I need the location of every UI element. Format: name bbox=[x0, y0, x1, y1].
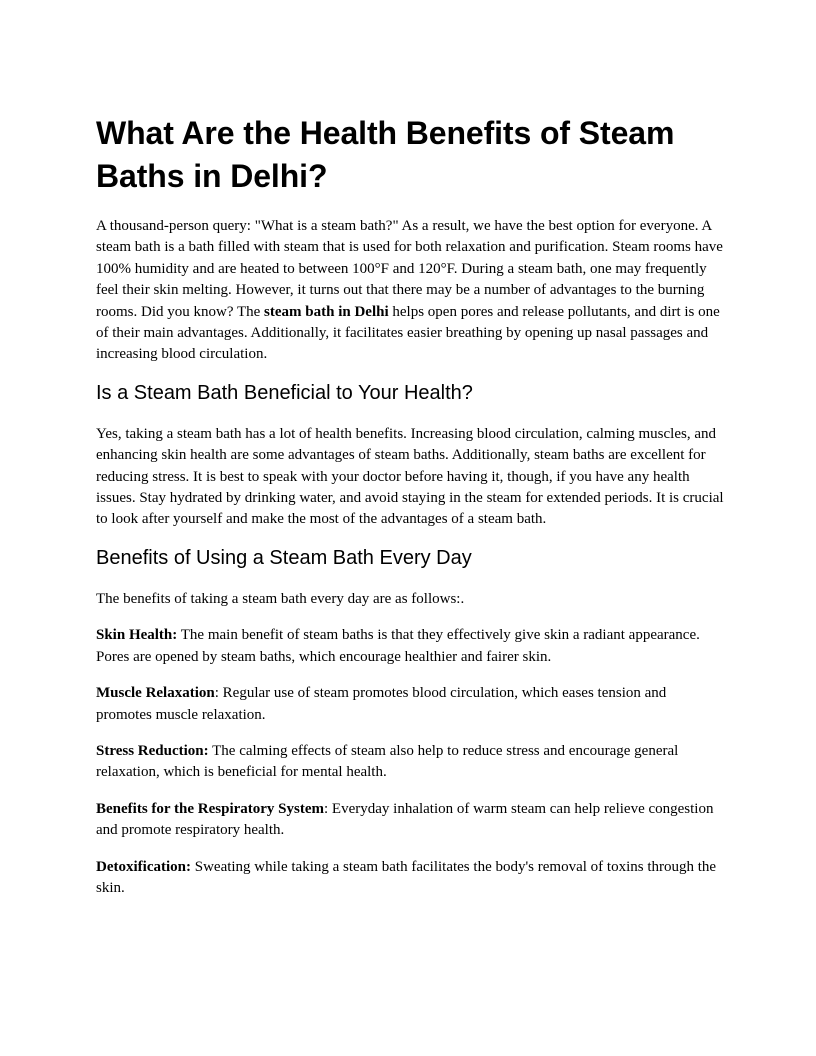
benefit-text: Sweating while taking a steam bath facilitates the body's removal of toxins through the skin. bbox=[96, 858, 717, 896]
benefit-label: Benefits for the Respiratory System bbox=[96, 800, 325, 817]
benefit-text: : Regular use of steam promotes blood circulation, which eases tension and promotes muscle relaxation. bbox=[96, 685, 667, 723]
intro-paragraph bbox=[96, 216, 724, 366]
intro-bold-keyword: steam bath in Delhi bbox=[264, 303, 389, 320]
benefit-item-muscle-relaxation bbox=[96, 683, 724, 726]
benefit-label: Muscle Relaxation bbox=[96, 685, 215, 702]
section-paragraph-health: Yes, taking a steam bath has a lot of health benefits. Increasing blood circulation, calming muscles, and enhancing skin health are some advantages of steam baths. Additionally, steam baths are excellent for reducing stress. It is best to speak with your doctor before having it, though, if you have any health issues. Stay hydrated by drinking water, and avoid staying in the steam for extended periods. It is crucial to look after yourself and make the most of the advantages of a steam bath. bbox=[96, 425, 724, 528]
benefit-label: Detoxification: bbox=[96, 858, 191, 875]
benefit-label: Stress Reduction: bbox=[96, 742, 209, 759]
benefit-item-stress-reduction bbox=[96, 741, 724, 784]
section-heading-health: Is a Steam Bath Beneficial to Your Health? bbox=[96, 381, 473, 404]
page-title: What Are the Health Benefits of Steam Baths in Delhi? bbox=[96, 115, 675, 194]
intro-text-after: helps open pores and release pollutants, and dirt is one of their main advantages. Additionally, it facilitates easier breathing by opening up nasal passages and increasing blood circulation. bbox=[96, 303, 720, 363]
benefit-text: : Everyday inhalation of warm steam can help relieve congestion and promote respiratory health. bbox=[96, 800, 714, 839]
benefit-item-respiratory-system bbox=[96, 799, 724, 842]
benefit-label: Skin Health: bbox=[96, 627, 178, 644]
article-content bbox=[96, 112, 724, 914]
benefit-text: The calming effects of steam also help to reduce stress and encourage general relaxation, which is beneficial for mental health. bbox=[96, 742, 679, 781]
benefits-lead-paragraph: The benefits of taking a steam bath every day are as follows:. bbox=[96, 590, 465, 607]
section-heading-benefits: Benefits of Using a Steam Bath Every Day bbox=[96, 546, 472, 569]
benefit-item-detoxification bbox=[96, 857, 724, 900]
benefit-text: The main benefit of steam baths is that they effectively give skin a radiant appearance. Pores are opened by steam baths, which encourage healthier and fairer skin. bbox=[96, 627, 700, 665]
intro-text-before: A thousand-person query: "What is a steam bath?" As a result, we have the best option for everyone. A steam bath is a bath filled with steam that is used for both relaxation and purification. Steam rooms have 100% humidity and are heated to between 100°F and 120°F. During a steam bath, one may frequently feel their skin melting. However, it turns out that there may be a number of advantages to the burning rooms. Did you know? The bbox=[96, 218, 723, 320]
benefit-item-skin-health bbox=[96, 625, 724, 668]
